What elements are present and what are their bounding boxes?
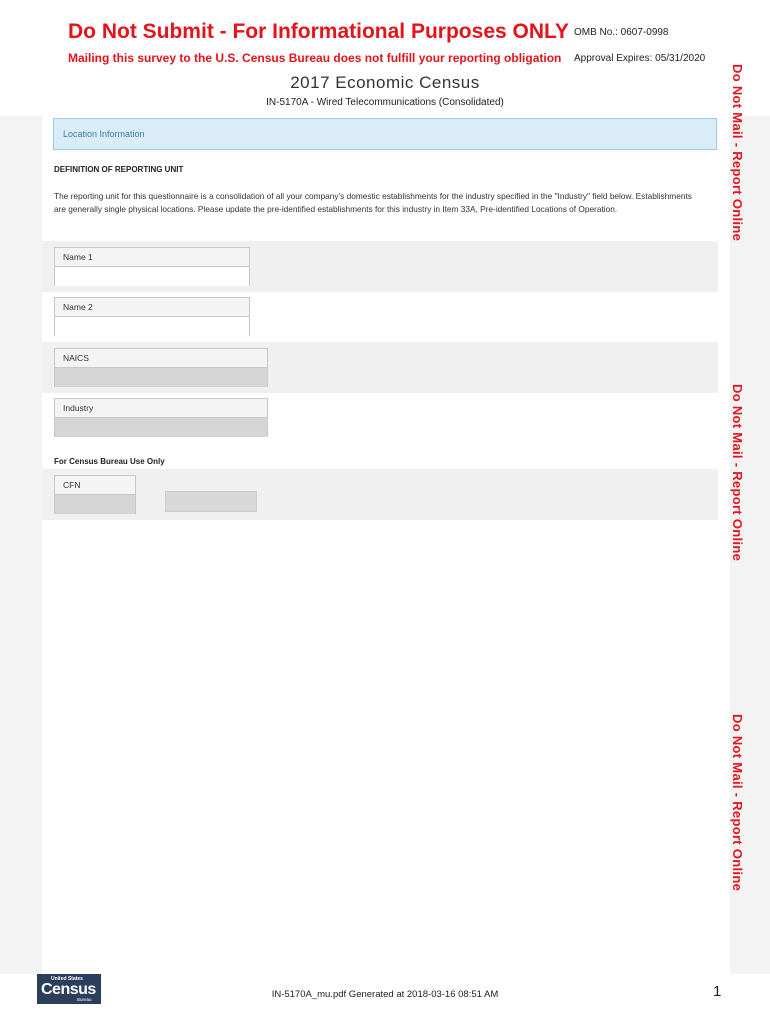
cfn-secondary-box [165, 491, 257, 512]
form-identifier: IN-5170A - Wired Telecommunications (Consolidated) [266, 97, 504, 108]
warning-title: Do Not Submit - For Informational Purposes ONLY [68, 20, 569, 43]
approval-expiry: Approval Expires: 05/31/2020 [574, 53, 706, 64]
cfn-label: CFN [55, 476, 135, 495]
section-title: Location Information [63, 129, 145, 139]
name2-input[interactable] [55, 317, 249, 336]
side-banner-bottom: Do Not Mail - Report Online [730, 714, 745, 892]
row-cfn-background [42, 469, 718, 520]
name1-input[interactable] [55, 267, 249, 286]
name2-field [54, 297, 250, 336]
side-banner-top: Do Not Mail - Report Online [730, 64, 745, 242]
warning-subtitle: Mailing this survey to the U.S. Census Bureau does not fulfill your reporting obligation [68, 51, 562, 65]
page-number: 1 [713, 983, 722, 1000]
cfn-field [54, 475, 136, 514]
logo-bottom-text: Bureau [77, 997, 92, 1002]
naics-field [54, 348, 268, 387]
naics-label: NAICS [55, 349, 267, 368]
naics-value [55, 368, 267, 387]
section-header [53, 118, 717, 150]
left-margin-strip [0, 116, 42, 974]
industry-field [54, 398, 268, 437]
definition-title: DEFINITION OF REPORTING UNIT [54, 165, 184, 174]
logo-main-text: Census [41, 981, 96, 998]
logo-top-text: United States [51, 976, 83, 982]
industry-label: Industry [55, 399, 267, 418]
industry-value [55, 418, 267, 437]
side-banner-middle: Do Not Mail - Report Online [730, 384, 745, 562]
omb-number: OMB No.: 0607-0998 [574, 27, 669, 38]
definition-text: The reporting unit for this questionnaire is a consolidation of all your company's domestic establishments for the industry specified in the "Industry" field below. Establishments are generally single physical locations. Please update the pre-identified establishments for this industry in Item 33A, Pre-identified Locations of Operation. [54, 191, 692, 214]
census-title: 2017 Economic Census [290, 73, 480, 92]
footer-generated: IN-5170A_mu.pdf Generated at 2018-03-16 08:51 AM [271, 989, 499, 1000]
census-use-title: For Census Bureau Use Only [54, 457, 165, 466]
name1-label: Name 1 [55, 248, 249, 267]
cfn-value [55, 495, 135, 514]
name1-field [54, 247, 250, 286]
name2-label: Name 2 [55, 298, 249, 317]
